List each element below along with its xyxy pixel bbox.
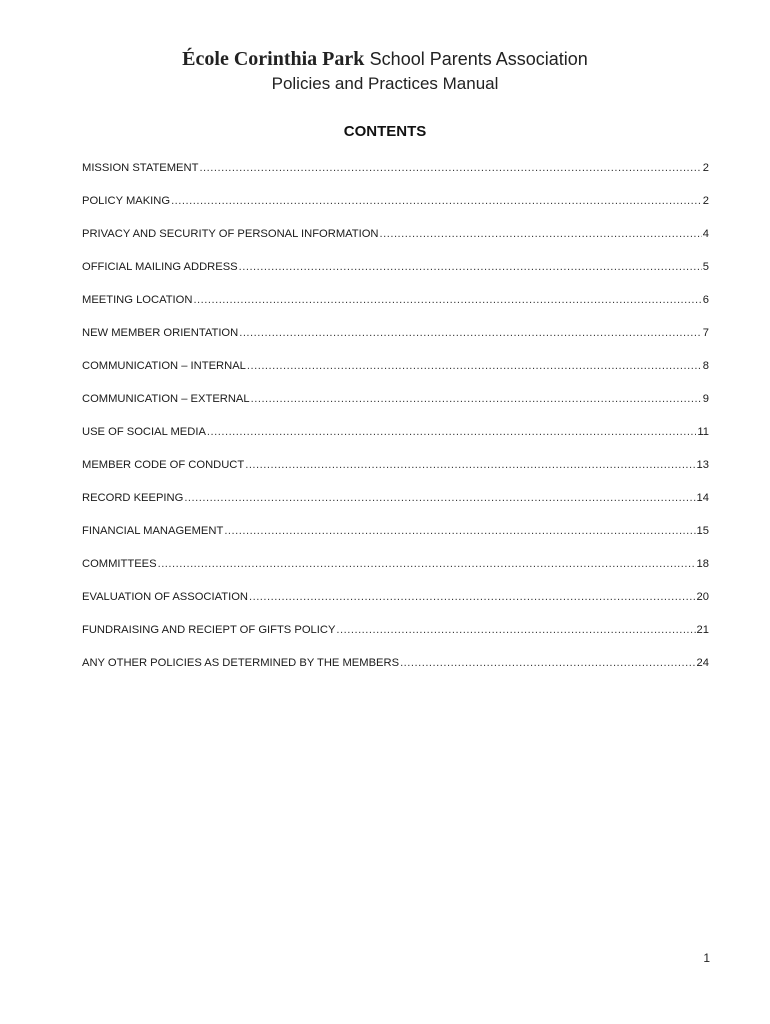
page-number: 1 [703,951,710,965]
contents-heading: CONTENTS [343,123,427,140]
toc-leader-dots [400,655,695,671]
toc-entry-title: FINANCIAL MANAGEMENT [82,525,224,537]
toc-entry-title: PRIVACY AND SECURITY OF PERSONAL INFORMATION [82,228,379,240]
toc-entry[interactable] [82,424,709,457]
toc-entry-title: COMMITTEES [82,558,157,570]
toc-entry-title: MEMBER CODE OF CONDUCT [82,459,245,471]
toc-entry-page: 9 [702,393,709,405]
toc-entry[interactable] [82,556,709,589]
toc-entry-page: 11 [697,426,709,438]
toc-entry-title: MEETING LOCATION [82,294,193,306]
document-title [0,47,770,72]
toc-entry-title: ANY OTHER POLICIES AS DETERMINED BY THE MEMBERS [82,657,400,669]
toc-leader-dots [380,226,702,242]
toc-entry[interactable] [82,259,709,292]
toc-leader-dots [245,457,695,473]
toc-leader-dots [336,622,695,638]
toc-leader-dots [184,490,695,506]
toc-entry[interactable] [82,589,709,622]
toc-entry-page: 8 [702,360,709,372]
toc-entry-page: 18 [696,558,709,570]
toc-leader-dots [207,424,696,440]
toc-entry-page: 2 [702,195,709,207]
toc-entry-page: 4 [702,228,709,240]
toc-entry-page: 5 [702,261,709,273]
toc-entry-title: FUNDRAISING AND RECIEPT OF GIFTS POLICY [82,624,336,636]
toc-entry[interactable] [82,523,709,556]
toc-entry-page: 20 [696,591,709,603]
toc-leader-dots [251,391,702,407]
toc-leader-dots [239,325,702,341]
document-title-part1: École Corinthia Park [182,48,365,70]
toc-entry-title: EVALUATION OF ASSOCIATION [82,591,248,603]
toc-leader-dots [158,556,696,572]
toc-entry-title: OFFICIAL MAILING ADDRESS [82,261,238,273]
toc-entry-title: RECORD KEEPING [82,492,184,504]
toc-entry-title: MISSION STATEMENT [82,162,199,174]
toc-entry[interactable] [82,391,709,424]
toc-leader-dots [224,523,695,539]
toc-entry[interactable] [82,358,709,391]
document-title-part2: School Parents Association [369,49,588,69]
toc-leader-dots [199,160,701,176]
toc-entry[interactable] [82,193,709,226]
toc-leader-dots [193,292,701,308]
toc-entry[interactable] [82,490,709,523]
toc-entry-page: 6 [702,294,709,306]
toc-entry-page: 24 [696,657,709,669]
toc-entry-title: POLICY MAKING [82,195,171,207]
toc-entry-page: 14 [696,492,709,504]
toc-entry[interactable] [82,325,709,358]
toc-leader-dots [171,193,702,209]
toc-entry[interactable] [82,160,709,193]
toc-entry-page: 15 [696,525,709,537]
toc-entry[interactable] [82,457,709,490]
toc-entry[interactable] [82,226,709,259]
toc-entry-title: COMMUNICATION – INTERNAL [82,360,246,372]
toc-entry-page: 7 [702,327,709,339]
toc-entry-page: 21 [696,624,709,636]
toc-entry[interactable] [82,655,709,688]
toc-leader-dots [249,589,696,605]
table-of-contents [82,160,709,688]
toc-entry-title: USE OF SOCIAL MEDIA [82,426,206,438]
toc-entry-page: 13 [696,459,709,471]
toc-entry-title: NEW MEMBER ORIENTATION [82,327,239,339]
toc-leader-dots [247,358,702,374]
toc-entry-title: COMMUNICATION – EXTERNAL [82,393,250,405]
toc-leader-dots [239,259,702,275]
toc-entry-page: 2 [702,162,709,174]
document-subtitle: Policies and Practices Manual [271,74,499,93]
toc-entry[interactable] [82,292,709,325]
toc-entry[interactable] [82,622,709,655]
